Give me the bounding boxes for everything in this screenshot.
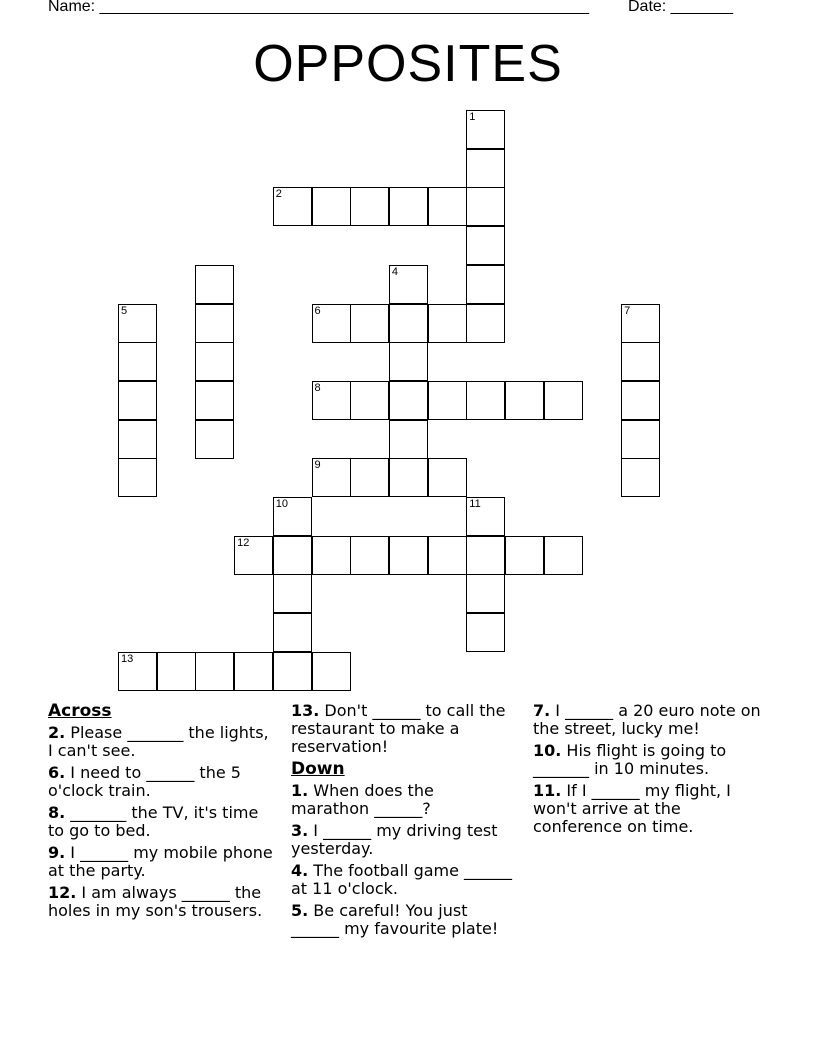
grid-cell[interactable] [195,342,234,381]
clue-number: 10 [275,498,289,510]
grid-cell[interactable] [544,381,583,420]
grid-cell[interactable] [466,149,505,188]
grid-cell[interactable] [118,420,157,459]
grid-cell[interactable] [621,381,660,420]
grid-cell[interactable] [312,304,351,343]
grid-cell[interactable] [505,381,544,420]
clue-number: 4 [391,265,399,278]
grid-cell[interactable] [466,381,505,420]
across-heading: Across [48,701,112,721]
clue-across-2: 2. Please _______ the lights, I can't see. [48,723,269,760]
clue-down-10: 10. His flight is going to _______ in 10 minutes. [533,741,727,778]
clues-column-3 [533,702,768,840]
grid-cell[interactable] [505,536,544,575]
clue-number: 13 [121,652,134,665]
down-heading: Down [291,759,345,779]
grid-cell[interactable] [234,536,273,575]
page-title: OPPOSITES [253,35,563,93]
grid-cell[interactable] [195,652,234,691]
grid-cell[interactable] [273,536,312,575]
grid-cell[interactable] [389,265,428,304]
grid-cell[interactable] [389,304,428,343]
clue-across-9: 9. I ______ my mobile phone at the party. [48,843,273,880]
grid-cell[interactable] [118,304,157,343]
grid-cell[interactable] [466,613,505,652]
grid-cell[interactable] [118,342,157,381]
grid-cell[interactable] [273,613,312,652]
grid-cell[interactable] [428,187,467,226]
grid-cell[interactable] [118,381,157,420]
grid-cell[interactable] [428,458,467,497]
clue-down-3: 3. I ______ my driving test yesterday. [291,821,498,858]
clue-down-1: 1. When does the marathon ______? [291,781,434,818]
grid-cell[interactable] [466,226,505,265]
clue-number: 11 [469,498,481,510]
grid-cell[interactable] [389,342,428,381]
grid-cell[interactable] [350,381,389,420]
grid-cell[interactable] [350,536,389,575]
grid-cell[interactable] [273,652,312,691]
clue-number: 1 [469,111,476,123]
grid-cell[interactable] [118,652,157,691]
grid-cell[interactable] [389,458,428,497]
clue-number: 2 [275,188,282,201]
clue-number: 5 [121,304,128,317]
grid-cell[interactable] [350,304,389,343]
clue-number: 9 [314,459,321,472]
grid-cell[interactable] [273,574,312,613]
date-field-label: Date: _______ [628,0,733,15]
grid-cell[interactable] [312,652,351,691]
grid-cell[interactable] [350,187,389,226]
grid-cell[interactable] [466,497,505,536]
grid-cell[interactable] [195,265,234,304]
grid-cell[interactable] [350,458,389,497]
grid-cell[interactable] [389,381,428,420]
grid-cell[interactable] [621,342,660,381]
grid-cell[interactable] [312,381,351,420]
grid-cell[interactable] [466,110,505,149]
grid-cell[interactable] [195,381,234,420]
grid-cell[interactable] [312,536,351,575]
grid-cell[interactable] [273,497,312,536]
grid-cell[interactable] [389,536,428,575]
grid-cell[interactable] [621,304,660,343]
clue-across-6: 6. I need to ______ the 5 o'clock train. [48,763,241,800]
clue-down-11: 11. If I ______ my flight, I won't arrive at the conference on time. [533,781,731,836]
clue-number: 6 [314,304,321,317]
grid-cell[interactable] [118,458,157,497]
grid-cell[interactable] [195,304,234,343]
clue-down-5: 5. Be careful! You just ______ my favourite plate! [291,901,499,938]
grid-cell[interactable] [544,536,583,575]
grid-cell[interactable] [428,536,467,575]
grid-cell[interactable] [312,187,351,226]
grid-cell[interactable] [234,652,273,691]
grid-cell[interactable] [312,458,351,497]
grid-cell[interactable] [428,304,467,343]
clues-column-2 [291,702,516,942]
grid-cell[interactable] [466,574,505,613]
grid-cell[interactable] [273,187,312,226]
clue-across-13: 13. Don't ______ to call the restaurant to make a reservation! [291,701,506,756]
grid-cell[interactable] [428,381,467,420]
clue-number: 8 [314,381,321,394]
grid-cell[interactable] [621,420,660,459]
clue-number: 7 [624,304,631,317]
clue-across-12: 12. I am always ______ the holes in my son's trousers. [48,883,263,920]
grid-cell[interactable] [389,420,428,459]
clue-across-8: 8. _______ the TV, it's time to go to bed. [48,803,259,840]
grid-cell[interactable] [195,420,234,459]
grid-cell[interactable] [466,187,505,226]
grid-cell[interactable] [621,458,660,497]
grid-cell[interactable] [466,536,505,575]
clues-column-1 [48,702,273,924]
clue-down-7: 7. I ______ a 20 euro note on the street, lucky me! [533,701,761,738]
clue-down-4: 4. The football game ______ at 11 o'clock. [291,861,513,898]
name-field-label: Name: _______________________________________________________ [48,0,589,15]
grid-cell[interactable] [157,652,196,691]
grid-cell[interactable] [466,265,505,304]
grid-cell[interactable] [389,187,428,226]
grid-cell[interactable] [466,304,505,343]
clue-number: 12 [237,536,250,549]
